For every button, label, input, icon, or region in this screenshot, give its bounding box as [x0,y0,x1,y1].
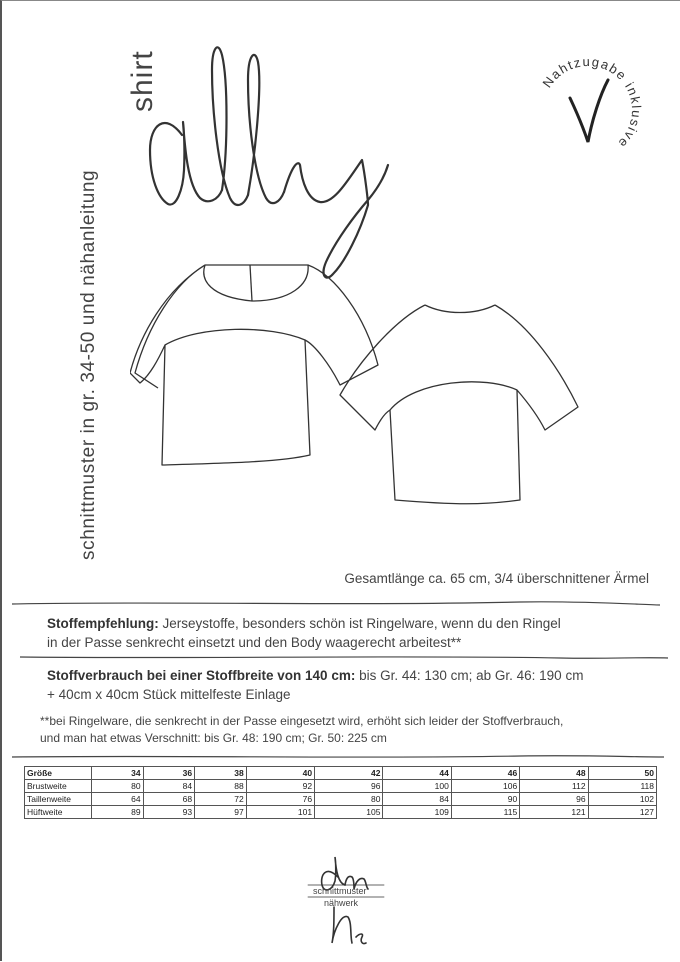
table-cell: 97 [195,806,247,819]
table-cell: 68 [143,793,195,806]
table-cell: 84 [143,780,195,793]
table-cell: 42 [315,767,383,780]
table-cell: 112 [520,780,588,793]
usage-line1: bis Gr. 44: 130 cm; ab Gr. 46: 190 cm [355,668,584,683]
table-cell: 106 [451,780,519,793]
table-cell: Taillenweite [25,793,92,806]
note-line2: und man hat etwas Verschnitt: bis Gr. 48: 190 cm; Gr. 50: 225 cm [40,731,387,745]
table-row [25,806,657,819]
fabric-line2: in der Passe senkrecht einsetzt und den Body waagerecht arbeitest** [47,635,462,650]
table-cell: 127 [588,806,656,819]
table-cell: 101 [246,806,314,819]
vertical-subtitle: schnittmuster in gr. 34-50 und nähanleitung [78,169,99,560]
table-cell: 76 [246,793,314,806]
table-cell: 84 [383,793,451,806]
table-cell: 109 [383,806,451,819]
table-cell: 105 [315,806,383,819]
table-cell: 48 [520,767,588,780]
fabric-usage [47,666,583,704]
table-cell: 44 [383,767,451,780]
table-cell: 118 [588,780,656,793]
check-icon [570,80,608,142]
table-cell: 36 [143,767,195,780]
vertical-shirt-label: shirt [126,50,159,112]
divider-line-2 [0,652,680,664]
table-row [25,793,657,806]
note-line1: **bei Ringelware, die senkrecht in der Passe eingesetzt wird, erhöht sich leider der Stoffverbrauch, [40,714,564,728]
footnote [40,713,563,747]
table-cell: 64 [92,793,144,806]
size-table [24,766,657,819]
shirt-back-illustration [335,295,595,515]
table-cell: 93 [143,806,195,819]
table-cell: 100 [383,780,451,793]
logo-text-2: nähwerk [324,898,359,908]
table-cell: 46 [451,767,519,780]
divider-line-3 [0,751,680,763]
usage-label: Stoffverbrauch bei einer Stoffbreite von 140 cm: [47,668,356,683]
table-cell: 38 [195,767,247,780]
table-cell: Größe [25,767,92,780]
seam-allowance-badge [528,50,648,170]
svg-text:Nahtzugabe inklusive: Nahtzugabe inklusive [539,53,645,152]
table-cell: 72 [195,793,247,806]
table-cell: 88 [195,780,247,793]
length-text: Gesamtlänge ca. 65 cm, 3/4 überschnittener Ärmel [344,571,649,586]
fabric-line1: Jerseystoffe, besonders schön ist Ringelware, wenn du den Ringel [158,616,561,631]
table-cell: 115 [451,806,519,819]
table-header-row [25,767,657,780]
table-cell: 34 [92,767,144,780]
usage-line2: + 40cm x 40cm Stück mittelfeste Einlage [47,687,291,702]
table-cell: 50 [588,767,656,780]
table-cell: Brustweite [25,780,92,793]
table-cell: 96 [520,793,588,806]
table-cell: 80 [315,793,383,806]
divider-line-1 [0,598,680,610]
table-cell: 102 [588,793,656,806]
table-cell: 80 [92,780,144,793]
fabric-label: Stoffempfehlung: [47,616,159,631]
table-cell: Hüftweite [25,806,92,819]
table-cell: 121 [520,806,588,819]
table-cell: 92 [246,780,314,793]
logo-text-1: schnittmuster [313,886,367,896]
table-cell: 89 [92,806,144,819]
table-cell: 40 [246,767,314,780]
table-row [25,780,657,793]
fabric-recommendation [47,614,561,652]
table-cell: 90 [451,793,519,806]
table-cell: 96 [315,780,383,793]
